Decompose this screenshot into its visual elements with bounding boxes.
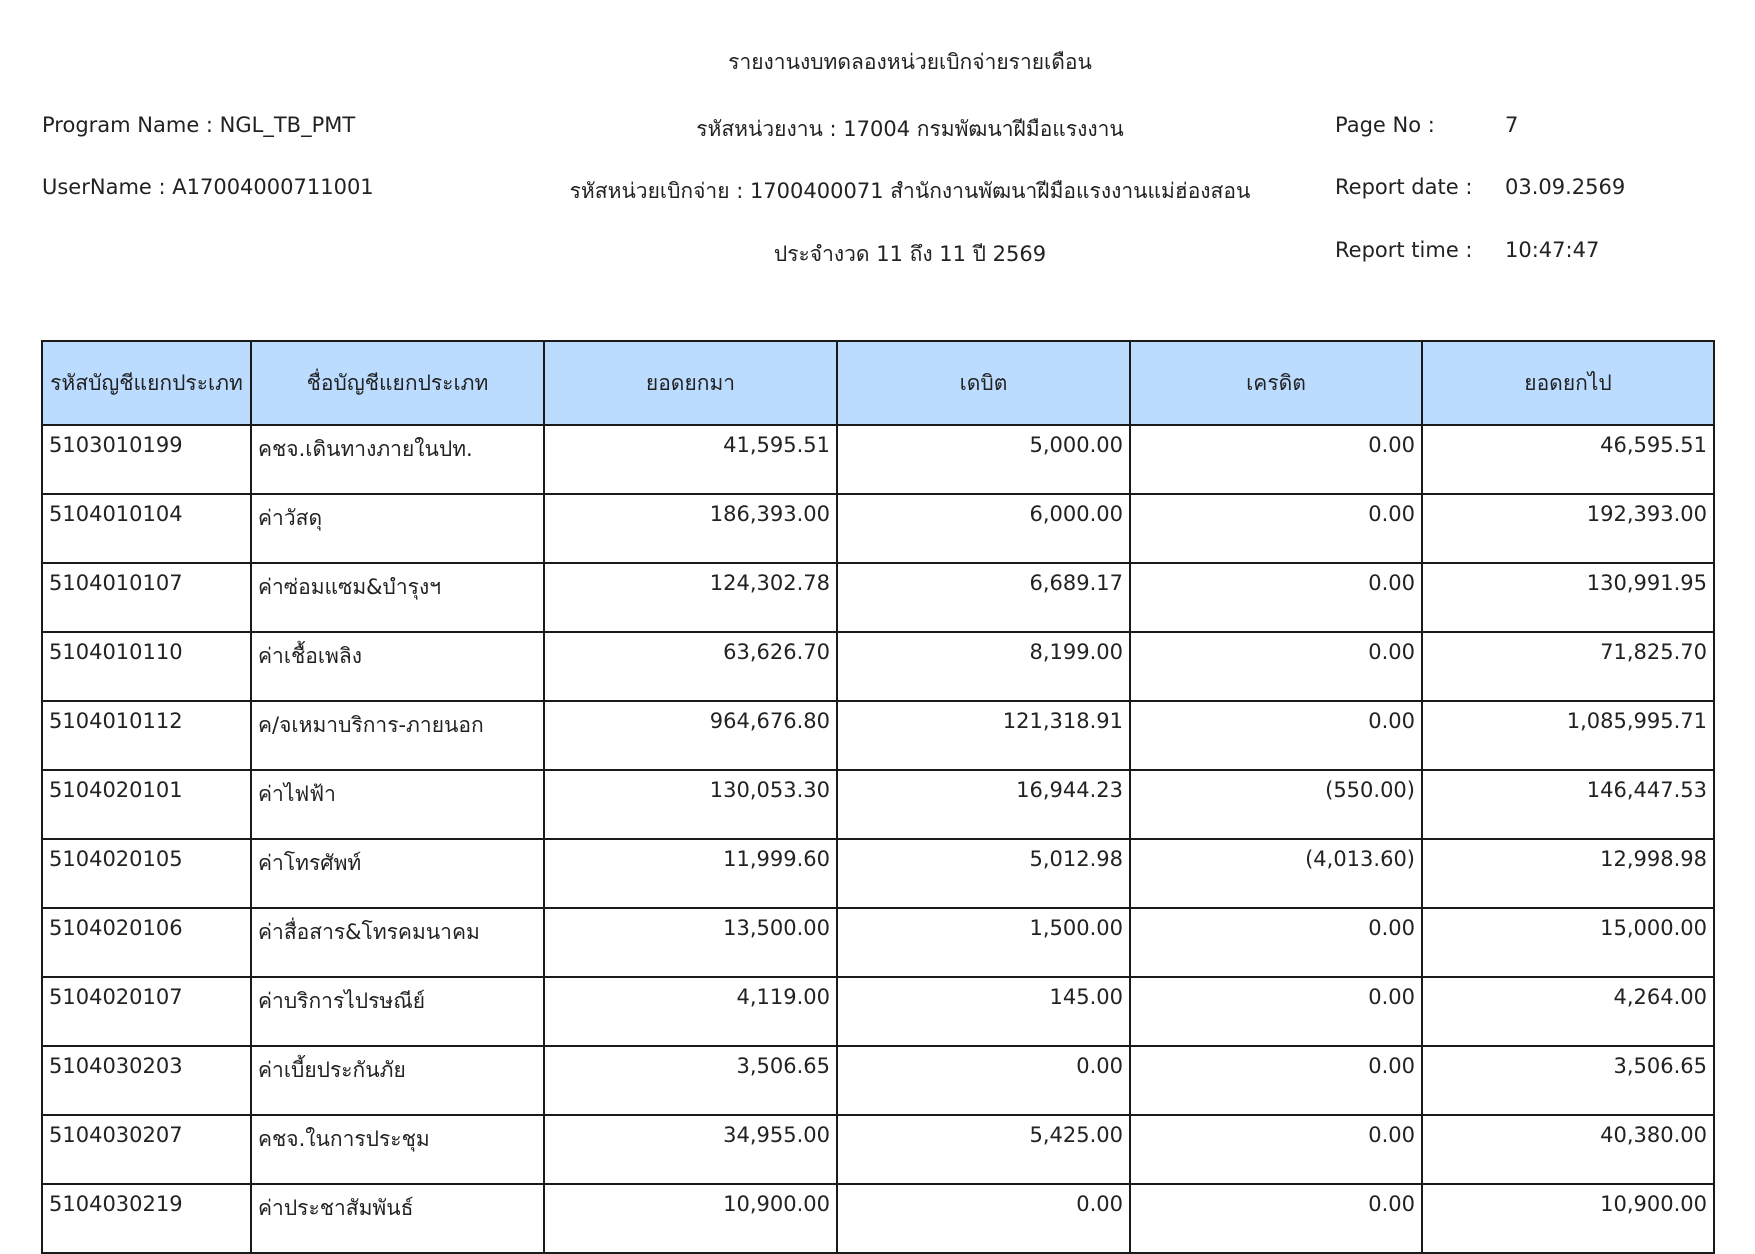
cell-account-name: ค/จเหมาบริการ-ภายนอก (251, 701, 544, 770)
header-credit: เครดิต (1130, 341, 1422, 425)
cell-account-name: ค่าประชาสัมพันธ์ (251, 1184, 544, 1253)
cell-account-name: ค่าสื่อสาร&โทรคมนาคม (251, 908, 544, 977)
cell-closing-balance: 192,393.00 (1422, 494, 1714, 563)
table-row (42, 494, 1714, 563)
cell-credit: 0.00 (1130, 908, 1422, 977)
header-account-code: รหัสบัญชีแยกประเภท (42, 341, 251, 425)
table-row (42, 1184, 1714, 1253)
agency-line: รหัสหน่วยงาน : 17004 กรมพัฒนาฝีมือแรงงาน (696, 117, 1124, 141)
cell-credit: 0.00 (1130, 1184, 1422, 1253)
cell-opening-balance: 34,955.00 (544, 1115, 837, 1184)
cell-account-code: 5104010104 (42, 494, 251, 563)
header-closing-balance: ยอดยกไป (1422, 341, 1714, 425)
page-no-value: 7 (1505, 113, 1519, 137)
cell-debit: 8,199.00 (837, 632, 1130, 701)
cell-credit: 0.00 (1130, 563, 1422, 632)
username: UserName : A17004000711001 (42, 175, 374, 199)
cell-closing-balance: 10,900.00 (1422, 1184, 1714, 1253)
cell-account-code: 5103010199 (42, 425, 251, 494)
cell-credit: 0.00 (1130, 494, 1422, 563)
cell-closing-balance: 15,000.00 (1422, 908, 1714, 977)
cell-debit: 5,000.00 (837, 425, 1130, 494)
cell-credit: 0.00 (1130, 1046, 1422, 1115)
cell-credit: 0.00 (1130, 425, 1422, 494)
cell-closing-balance: 12,998.98 (1422, 839, 1714, 908)
table-row (42, 770, 1714, 839)
cell-credit: 0.00 (1130, 977, 1422, 1046)
cell-account-code: 5104020101 (42, 770, 251, 839)
cell-debit: 6,000.00 (837, 494, 1130, 563)
cell-debit: 6,689.17 (837, 563, 1130, 632)
cell-account-name: ค่าบริการไปรษณีย์ (251, 977, 544, 1046)
cell-debit: 121,318.91 (837, 701, 1130, 770)
cell-closing-balance: 3,506.65 (1422, 1046, 1714, 1115)
cell-opening-balance: 186,393.00 (544, 494, 837, 563)
cell-credit: 0.00 (1130, 632, 1422, 701)
cell-debit: 0.00 (837, 1046, 1130, 1115)
cell-opening-balance: 11,999.60 (544, 839, 837, 908)
header-account-name: ชื่อบัญชีแยกประเภท (251, 341, 544, 425)
cell-account-name: ค่าซ่อมแซม&บำรุงฯ (251, 563, 544, 632)
header-opening-balance: ยอดยกมา (544, 341, 837, 425)
table-row (42, 1046, 1714, 1115)
cell-closing-balance: 71,825.70 (1422, 632, 1714, 701)
table-row (42, 563, 1714, 632)
cell-account-name: คชจ.เดินทางภายในปท. (251, 425, 544, 494)
cell-account-code: 5104010112 (42, 701, 251, 770)
cell-credit: (550.00) (1130, 770, 1422, 839)
cell-debit: 16,944.23 (837, 770, 1130, 839)
cell-account-code: 5104020105 (42, 839, 251, 908)
cell-opening-balance: 130,053.30 (544, 770, 837, 839)
cell-debit: 0.00 (837, 1184, 1130, 1253)
table-row (42, 632, 1714, 701)
cell-account-code: 5104010107 (42, 563, 251, 632)
cell-account-code: 5104020107 (42, 977, 251, 1046)
table-header-row (42, 341, 1714, 425)
cell-debit: 1,500.00 (837, 908, 1130, 977)
cell-opening-balance: 63,626.70 (544, 632, 837, 701)
report-date-value: 03.09.2569 (1505, 175, 1626, 199)
period-line: ประจำงวด 11 ถึง 11 ปี 2569 (773, 242, 1047, 266)
report-date-label: Report date : (1335, 175, 1473, 199)
report-time-value: 10:47:47 (1505, 238, 1600, 262)
cell-closing-balance: 1,085,995.71 (1422, 701, 1714, 770)
cell-account-name: ค่าเบี้ยประกันภัย (251, 1046, 544, 1115)
page-no-label: Page No : (1335, 113, 1435, 137)
report-title: รายงานงบทดลองหน่วยเบิกจ่ายรายเดือน (728, 50, 1092, 74)
cell-account-name: ค่าวัสดุ (251, 494, 544, 563)
cell-credit: (4,013.60) (1130, 839, 1422, 908)
cell-account-name: ค่าโทรศัพท์ (251, 839, 544, 908)
trial-balance-table (41, 340, 1715, 1254)
cell-opening-balance: 4,119.00 (544, 977, 837, 1046)
cell-opening-balance: 41,595.51 (544, 425, 837, 494)
cell-credit: 0.00 (1130, 1115, 1422, 1184)
cell-debit: 5,012.98 (837, 839, 1130, 908)
cell-account-code: 5104010110 (42, 632, 251, 701)
cell-account-name: คชจ.ในการประชุม (251, 1115, 544, 1184)
cell-closing-balance: 40,380.00 (1422, 1115, 1714, 1184)
table-row (42, 908, 1714, 977)
table-row (42, 1115, 1714, 1184)
cell-opening-balance: 124,302.78 (544, 563, 837, 632)
cell-account-name: ค่าไฟฟ้า (251, 770, 544, 839)
cell-account-code: 5104030203 (42, 1046, 251, 1115)
cell-credit: 0.00 (1130, 701, 1422, 770)
cell-debit: 145.00 (837, 977, 1130, 1046)
cell-closing-balance: 130,991.95 (1422, 563, 1714, 632)
program-name: Program Name : NGL_TB_PMT (42, 113, 356, 137)
table-row (42, 425, 1714, 494)
cell-account-code: 5104030219 (42, 1184, 251, 1253)
cell-closing-balance: 146,447.53 (1422, 770, 1714, 839)
table-row (42, 839, 1714, 908)
report-time-label: Report time : (1335, 238, 1473, 262)
disbursement-unit-line: รหัสหน่วยเบิกจ่าย : 1700400071 สำนักงานพัฒนาฝีมือแรงงานแม่ฮ่องสอน (569, 179, 1251, 203)
cell-closing-balance: 4,264.00 (1422, 977, 1714, 1046)
cell-opening-balance: 10,900.00 (544, 1184, 837, 1253)
cell-account-code: 5104020106 (42, 908, 251, 977)
table-row (42, 701, 1714, 770)
cell-opening-balance: 964,676.80 (544, 701, 837, 770)
cell-closing-balance: 46,595.51 (1422, 425, 1714, 494)
cell-debit: 5,425.00 (837, 1115, 1130, 1184)
header-debit: เดบิต (837, 341, 1130, 425)
table-row (42, 977, 1714, 1046)
cell-opening-balance: 13,500.00 (544, 908, 837, 977)
cell-account-code: 5104030207 (42, 1115, 251, 1184)
cell-account-name: ค่าเชื้อเพลิง (251, 632, 544, 701)
cell-opening-balance: 3,506.65 (544, 1046, 837, 1115)
